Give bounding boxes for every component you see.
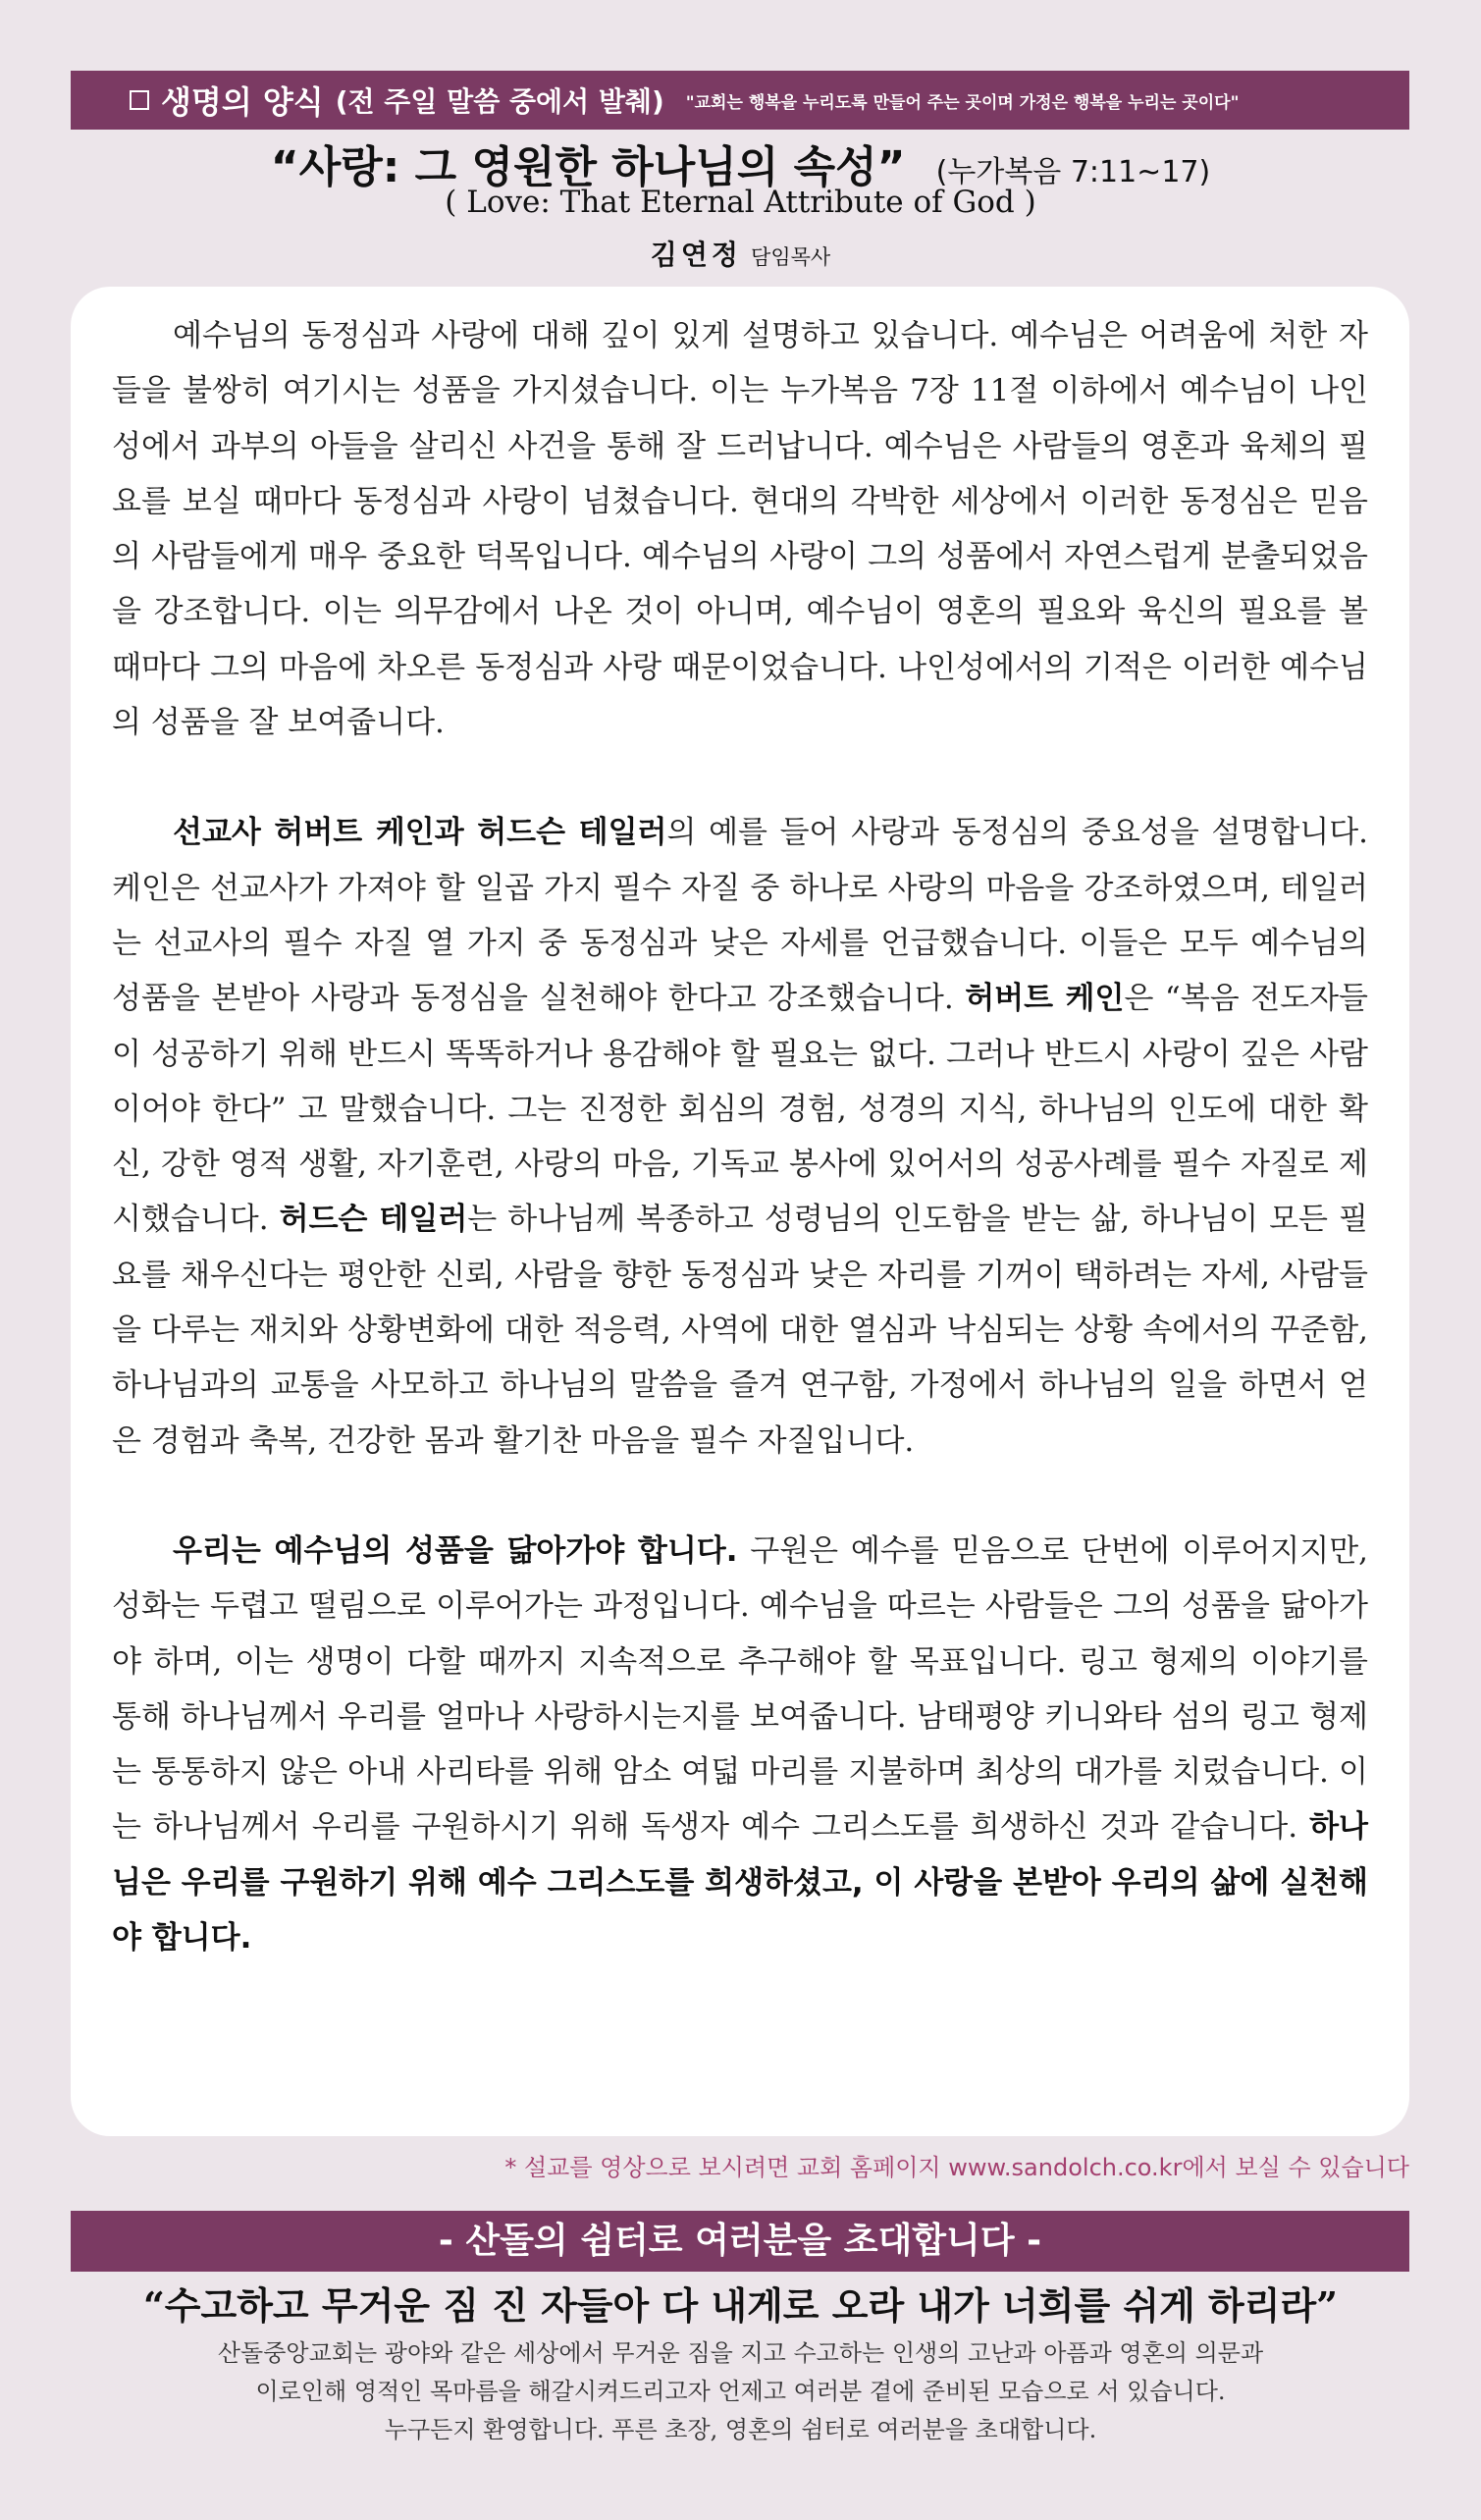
- paragraph-3-text-1: 구원은 예수를 믿음으로 단번에 이루어지지만, 성화는 두렵고 떨림으로 이루어가는 과정입니다. 예수님을 따르는 사람들은 그의 성품을 닮아가야 하며, 이는 생명이 다할 때까지 지속적으로 추구해야 할 목표입니다. 링고 형제의 이야기를 통해 하나님께서 우리를 얼마나 사랑하시는지를 보여줍니다. 남태평양 키니와타 섬의 링고 형제는 통통하지 않은 아내 사리타를 위해 암소 여덟 마리를 지불하며 최상의 대가를 치렀습니다. 이는 하나님께서 우리를 구원하시기 위해 독생자 예수 그리스도를 희생하신 것과 같습니다.: [112, 1532, 1368, 1846]
- paragraph-2-text-1: 의 예를 들어 사랑과 동정심의 중요성을 설명합니다. 케인은 선교사가 가져야 할 일곱 가지 필수 자질 중 하나로 사랑의 마음을 강조하였으며, 테일러는 선교사의 필수 자질 열 가지 중 동정심과 낮은 자세를 언급했습니다. 이들은 모두 예수님의 성품을 본받아 사랑과 동정심을 실천해야 한다고 강조했습니다.: [112, 815, 1369, 1017]
- preacher: [0, 234, 1481, 273]
- preacher-name: 김연정: [650, 239, 742, 271]
- invitation-line-1: 산돌중앙교회는 광야와 같은 세상에서 무거운 짐을 지고 수고하는 인생의 고난과 아픔과 영혼의 의문과: [217, 2339, 1264, 2367]
- invitation-quote: “수고하고 무거운 짐 진 자들아 다 내게로 오라 내가 너희를 쉬게 하리라”: [142, 2283, 1339, 2328]
- bold-conclusion: 하나님은 우리를 구원하기 위해 예수 그리스도를 희생하셨고, 이 사랑을 본받아 우리의 삶에 실천해야 합니다.: [112, 1809, 1368, 1957]
- invitation-line-3: 누구든지 환영합니다. 푸른 초장, 영혼의 쉼터로 여러분을 초대합니다.: [384, 2416, 1097, 2443]
- bold-herbert-kane: 허버트 케인: [965, 981, 1125, 1017]
- scripture-reference: (누가복음 7:11~17): [935, 155, 1211, 189]
- paragraph-2: [112, 805, 1368, 1469]
- church-motto: "교회는 행복을 누리도록 만들어 주는 곳이며 가정은 행복을 누리는 곳이다": [685, 92, 1240, 113]
- video-footnote: * 설교를 영상으로 보시려면 교회 홈페이지 www.sandolch.co.kr에서 보실 수 있습니다: [504, 2154, 1409, 2181]
- section-source: (전 주일 말씀 중에서 발췌): [335, 85, 664, 118]
- square-bullet-icon: [130, 90, 149, 110]
- invitation-banner: - 산돌의 쉼터로 여러분을 초대합니다 -: [71, 2211, 1409, 2272]
- paragraph-1-text: 예수님의 동정심과 사랑에 대해 깊이 있게 설명하고 있습니다. 예수님은 어려움에 처한 자들을 불쌍히 여기시는 성품을 가지셨습니다. 이는 누가복음 7장 11절 이하에서 예수님이 나인성에서 과부의 아들을 살리신 사건을 통해 잘 드러납니다. 예수님은 사람들의 영혼과 육체의 필요를 보실 때마다 동정심과 사랑이 넘쳤습니다. 현대의 각박한 세상에서 이러한 동정심은 믿음의 사람들에게 매우 중요한 덕목입니다. 예수님의 사랑이 그의 성품에서 자연스럽게 분출되었음을 강조합니다. 이는 의무감에서 나온 것이 아니며, 예수님이 영혼의 필요와 육신의 필요를 볼 때마다 그의 마음에 차오른 동정심과 사랑 때문이었습니다. 나인성에서의 기적은 이러한 예수님의 성품을 잘 보여줍니다.: [112, 318, 1368, 741]
- bold-hudson-taylor: 허드슨 테일러: [279, 1202, 468, 1238]
- section-title: 생명의 양식: [161, 83, 324, 121]
- invitation-text: [0, 2334, 1481, 2449]
- paragraph-2-text-3: 는 하나님께 복종하고 성령님의 인도함을 받는 삶, 하나님이 모든 필요를 채우신다는 평안한 신뢰, 사람을 향한 동정심과 낮은 자리를 기꺼이 택하려는 자세, 사람들을 다루는 재치와 상황변화에 대한 적응력, 사역에 대한 열심과 낙심되는 상황 속에서의 꾸준함, 하나님과의 교통을 사모하고 하나님의 말씀을 즐겨 연구함, 가정에서 하나님의 일을 하면서 얻은 경험과 축복, 건강한 몸과 활기찬 마음을 필수 자질입니다.: [112, 1202, 1368, 1459]
- paragraph-1: [112, 308, 1368, 750]
- invitation-line-2: 이로인해 영적인 목마름을 해갈시켜드리고자 언제고 여러분 곁에 준비된 모습으로 서 있습니다.: [255, 2378, 1226, 2405]
- section-header-bar: [71, 71, 1409, 130]
- bold-missionaries: 선교사 허버트 케인과 허드슨 테일러: [173, 815, 667, 851]
- preacher-role: 담임목사: [751, 245, 831, 269]
- bold-resemble-jesus: 우리는 예수님의 성품을 닮아가야 합니다.: [173, 1532, 738, 1569]
- sermon-subtitle: ( Love: That Eternal Attribute of God ): [445, 185, 1036, 220]
- paragraph-3: [112, 1524, 1368, 1965]
- sermon-body: [71, 287, 1409, 2136]
- sermon-title: “사랑: 그 영원한 하나님의 속성”: [270, 142, 906, 192]
- paragraph-2-text-2: 은 “복음 전도자들이 성공하기 위해 반드시 똑똑하거나 용감해야 할 필요는 없다. 그러나 반드시 사랑이 깊은 사람이어야 한다” 고 말했습니다. 그는 진정한 회심의 경험, 성경의 지식, 하나님의 인도에 대한 확신, 강한 영적 생활, 자기훈련, 사랑의 마음, 기독교 봉사에 있어서의 성공사례를 필수 자질로 제시했습니다.: [112, 981, 1368, 1238]
